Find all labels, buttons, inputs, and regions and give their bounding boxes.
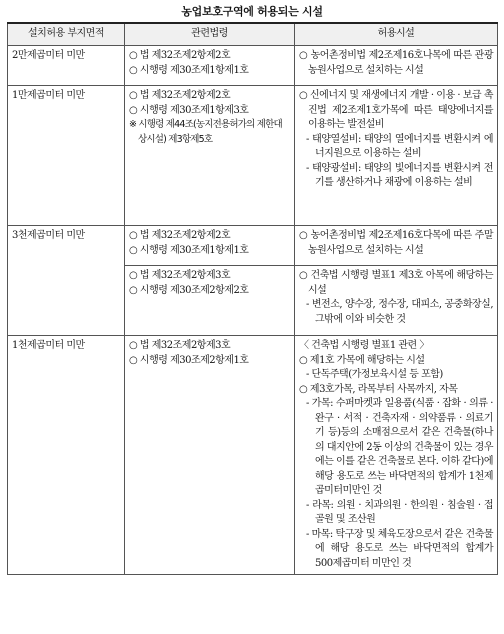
facility-item: ○ 제1호 가목에 해당하는 시설 <box>299 354 425 366</box>
facility-subitem: - 변전소, 양수장, 정수장, 대피소, 공중화장실, 그밖에 이와 비슷한 것 <box>306 299 493 325</box>
facility-cell <box>295 46 498 86</box>
table-row <box>8 46 498 86</box>
facility-subitem: - 태양광설비: 태양의 빛에너지를 변환시켜 전기를 생산하거나 채광에 이용하는 설비 <box>306 162 493 188</box>
law-cell <box>125 336 295 575</box>
law-item: ○ 시행령 제30조제2항제1호 <box>129 354 249 366</box>
law-item: ○ 법 제32조제2항제3호 <box>129 340 231 351</box>
law-item: ○ 시행령 제30조제1항제1호 <box>129 244 249 256</box>
law-item: ○ 시행령 제30조제1항제1호 <box>129 64 249 76</box>
facility-item: ○ 제3호가목, 라목부터 사목까지, 자목 <box>299 383 458 395</box>
law-cell <box>125 46 295 86</box>
facility-cell <box>295 336 498 575</box>
facility-item: ○ 농어촌정비법 제2조제16호다목에 따른 주말농원사업으로 설치하는 시설 <box>299 230 493 256</box>
header-facility: 허용시설 <box>295 23 498 46</box>
law-cell <box>125 86 295 226</box>
header-law: 관련법령 <box>125 23 295 46</box>
law-item: ○ 법 제32조제2항제2호 <box>129 230 231 241</box>
facility-subitem: - 라목: 의원 · 치과의원 · 한의원 · 침술원 · 접골원 및 조산원 <box>306 499 493 525</box>
law-item: ○ 법 제32조제2항제3호 <box>129 270 231 281</box>
area-cell: 1만제곱미터 미만 <box>8 86 125 226</box>
law-cell <box>125 226 295 266</box>
area-cell: 1천제곱미터 미만 <box>8 336 125 575</box>
facility-item: ○ 신에너지 및 재생에너지 개발 · 이용 · 보급 촉진법 제2조제1호가목에 따른 태양에너지를 이용하는 발전설비 <box>299 90 493 130</box>
law-item: ○ 시행령 제30조제1항제3호 <box>129 104 249 116</box>
table-row <box>8 336 498 575</box>
table-row <box>8 86 498 226</box>
facility-subitem: - 태양열설비: 태양의 열에너지를 변환시켜 에너지원으로 이용하는 설비 <box>306 133 493 159</box>
area-cell: 3천제곱미터 미만 <box>8 226 125 336</box>
law-item: ○ 법 제32조제2항제2호 <box>129 90 231 101</box>
facility-cell <box>295 86 498 226</box>
law-item: ○ 법 제32조제2항제2호 <box>129 50 231 61</box>
facility-item: ○ 농어촌정비법 제2조제16호나목에 따른 관광농원사업으로 설치하는 시설 <box>299 50 493 76</box>
facility-subitem: - 단독주택(가정보육시설 등 포함) <box>306 369 443 380</box>
facility-cell <box>295 266 498 336</box>
table-header-row <box>8 23 498 46</box>
area-cell: 2만제곱미터 미만 <box>8 46 125 86</box>
law-cell <box>125 266 295 336</box>
page-title: 농업보호구역에 허용되는 시설 <box>181 5 323 18</box>
facility-subitem: - 마목: 탁구장 및 체육도장으로서 같은 건축물에 해당 용도로 쓰는 바닥면적의 합계가 500제곱미터 미만인 것 <box>306 528 493 569</box>
facility-cell <box>295 226 498 266</box>
facility-subitem: - 가목: 수퍼마켓과 일용품(식품 · 잡화 · 의류 · 완구 · 서적 · 건축자재 · 의약품류 · 의료기기 등)등의 소매점으로서 같은 건축물(하나의 대지안에 2동 이상의 건축물이 있는 경우에는 이를 같은 건축물로 본다. 이하 같다)에 해당 용도로 쓰는 바닥면적의 합계가 1천제곱미터미만인 것 <box>306 398 493 496</box>
table-row <box>8 226 498 266</box>
law-item: ○ 시행령 제30조제2항제2호 <box>129 284 249 296</box>
regulation-table <box>7 22 498 575</box>
header-area: 설치허용 부지면적 <box>8 23 125 46</box>
facility-item: ○ 건축법 시행령 별표1 제3호 아목에 해당하는 시설 <box>299 270 493 296</box>
law-note: ※ 시행령 제44조(농지전용허가의 제한대상시설) 제3항제5호 <box>129 119 282 145</box>
facility-heading: 〈 건축법 시행령 별표1 관련 〉 <box>299 340 429 351</box>
